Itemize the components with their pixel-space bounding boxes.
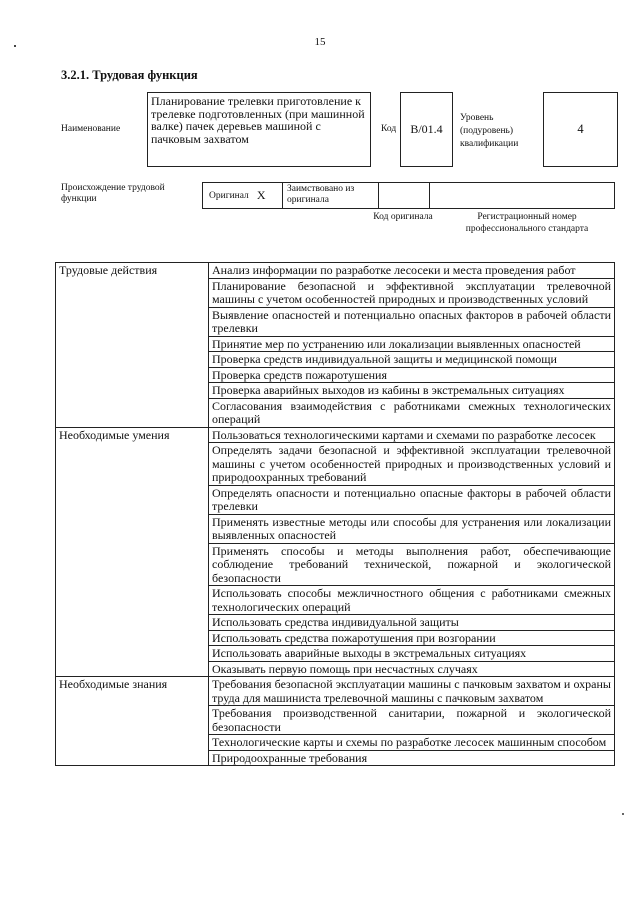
borrowed-label: Заимствовано из оригинала (282, 182, 379, 209)
section-heading: 3.2.1. Трудовая функция (61, 68, 198, 82)
level-label-text: Уровень (подуровень) квалификации (460, 113, 519, 149)
section-item: Проверка средств индивидуальной защиты и медицинской помощи (209, 352, 615, 368)
table-row (56, 427, 615, 443)
table-row (56, 263, 615, 279)
section-item: Использовать средства индивидуальной защиты (209, 615, 615, 631)
section-category: Необходимые знания (56, 677, 209, 766)
section-item: Технологические карты и схемы по разработке лесосек машинным способом (209, 735, 615, 751)
reg-number-cell (429, 182, 615, 209)
section-item: Анализ информации по разработке лесосеки и места проведения работ (209, 263, 615, 279)
section-item: Оказывать первую помощь при несчастных случаях (209, 661, 615, 677)
original-label: Оригинал (209, 190, 249, 201)
section-item: Согласования взаимодействия с работниками смежных технологических операций (209, 398, 615, 427)
function-table (55, 262, 615, 766)
level-label (460, 112, 540, 151)
section-item: Требования производственной санитарии, пожарной и экологической безопасности (209, 706, 615, 735)
section-item: Пользоваться технологическими картами и схемами по разработке лесосек (209, 427, 615, 443)
section-item: Проверка аварийных выходов из кабины в экстремальных ситуациях (209, 383, 615, 399)
original-code-caption: Код оригинала (373, 212, 433, 222)
section-item: Применять способы и методы выполнения работ, обеспечивающие соблюдение требований технической, пожарной и экологической безопасности (209, 543, 615, 586)
original-cell (202, 182, 283, 209)
original-mark: X (256, 188, 266, 202)
section-item: Применять известные методы или способы для устранения или локализации выявленных опасностей (209, 514, 615, 543)
level-value: 4 (543, 92, 618, 167)
section-item: Принятие мер по устранению или локализации выявленных опасностей (209, 336, 615, 352)
code-value: B/01.4 (400, 92, 453, 167)
scan-speck (622, 813, 624, 815)
section-item: Проверка средств пожаротушения (209, 367, 615, 383)
section-item: Природоохранные требования (209, 750, 615, 766)
section-category: Трудовые действия (56, 263, 209, 428)
original-code-cell (378, 182, 430, 209)
function-table-body (56, 263, 615, 766)
code-label: Код (381, 124, 397, 134)
section-item: Использовать средства пожаротушения при возгорании (209, 630, 615, 646)
section-item: Планирование безопасной и эффективной эксплуатации трелевочной машины с учетом особенностей природных и производственных условий (209, 278, 615, 307)
page-number: 15 (314, 36, 326, 48)
section-item: Выявление опасностей и потенциально опасных факторов в рабочей области трелевки (209, 307, 615, 336)
section-category: Необходимые умения (56, 427, 209, 677)
section-item: Требования безопасной эксплуатации машины с пачковым захватом и охраны труда для машиниста трелевочной машины с пачковым захватом (209, 677, 615, 706)
reg-number-caption: Регистрационный номер профессионального стандарта (465, 212, 589, 234)
section-item: Определять задачи безопасной и эффективной эксплуатации трелевочной машины с учетом особенностей природных и производственных условий и природоохранных требований (209, 443, 615, 486)
section-item: Использовать аварийные выходы в экстремальных ситуациях (209, 646, 615, 662)
section-item: Использовать способы межличностного общения с работниками смежных технологических операций (209, 586, 615, 615)
table-row (56, 677, 615, 706)
name-value: Планирование трелевки приготовление к трелевке подготовленных (при машинной валке) пачек деревьев машиной с пачковым захватом (147, 92, 371, 167)
section-item: Определять опасности и потенциально опасные факторы в рабочей области трелевки (209, 485, 615, 514)
origin-row (203, 182, 615, 209)
name-label: Наименование (61, 124, 121, 134)
origin-label: Происхождение трудовой функции (61, 183, 165, 204)
